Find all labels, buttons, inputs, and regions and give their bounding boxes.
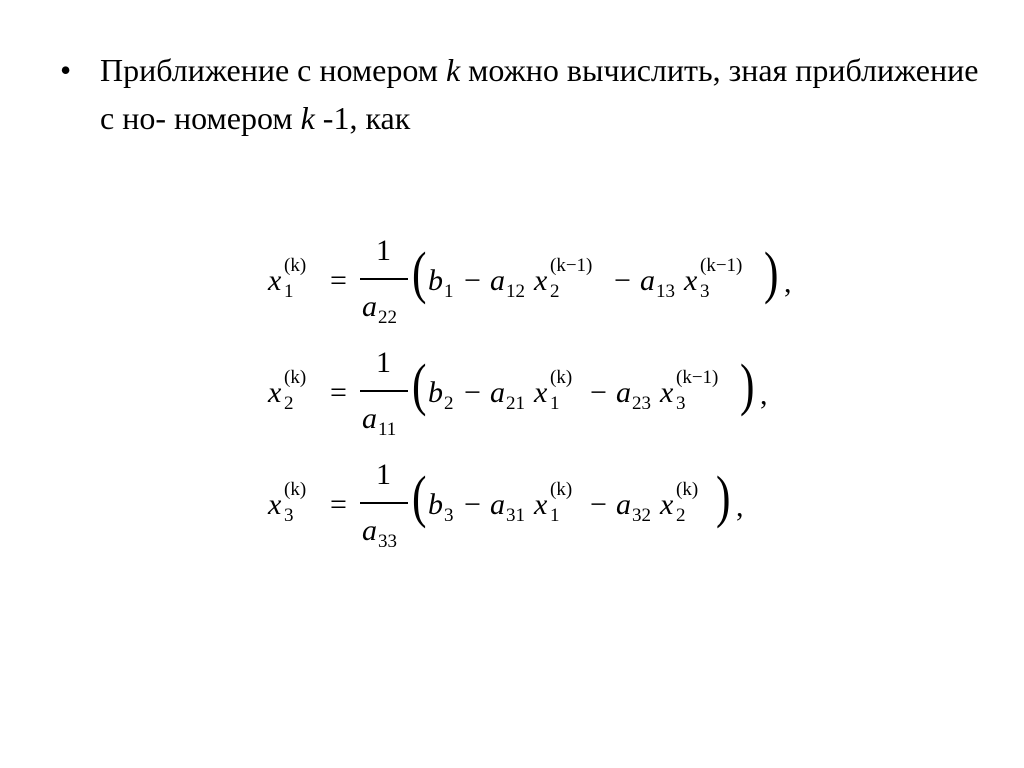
minus-sign: − <box>464 488 481 521</box>
variable-k: k <box>445 52 461 88</box>
bullet-text-part1: Приближение с номером <box>100 52 446 88</box>
minus-sign: − <box>464 264 481 297</box>
term-superscript: (k−1) <box>676 367 719 388</box>
comma: , <box>784 266 792 299</box>
comma: , <box>760 378 768 411</box>
bullet-dot: • <box>60 52 72 88</box>
b-subscript: 1 <box>444 281 454 302</box>
right-paren: ) <box>740 352 755 417</box>
equals-sign: = <box>330 488 347 521</box>
fraction-bar <box>360 390 408 392</box>
b-variable: b <box>428 264 443 297</box>
lhs-subscript: 3 <box>284 505 294 526</box>
term-variable-x: x <box>660 488 674 521</box>
fraction-numerator: 1 <box>376 458 391 491</box>
left-paren: ( <box>412 464 427 529</box>
coefficient-subscript: 12 <box>506 281 525 302</box>
term-subscript: 2 <box>550 281 560 302</box>
coefficient-subscript: 23 <box>632 393 651 414</box>
term-variable-x: x <box>660 376 674 409</box>
left-paren: ( <box>412 240 427 305</box>
term-subscript: 2 <box>676 505 686 526</box>
b-subscript: 3 <box>444 505 454 526</box>
term-variable-x: x <box>534 488 548 521</box>
coefficient-a: a <box>490 264 505 297</box>
equation-3 <box>268 460 758 556</box>
fraction-numerator: 1 <box>376 346 391 379</box>
denominator-subscript: 11 <box>378 419 397 440</box>
fraction-bar <box>360 502 408 504</box>
term-superscript: (k) <box>550 367 573 388</box>
coefficient-subscript: 21 <box>506 393 525 414</box>
coefficient-a: a <box>490 488 505 521</box>
term-variable-x: x <box>534 376 548 409</box>
right-paren: ) <box>716 464 731 529</box>
denominator-variable: a <box>362 514 377 547</box>
lhs-subscript: 1 <box>284 281 294 302</box>
b-variable: b <box>428 488 443 521</box>
b-variable: b <box>428 376 443 409</box>
coefficient-a: a <box>616 488 631 521</box>
term-subscript: 1 <box>550 393 560 414</box>
minus-sign: − <box>614 264 631 297</box>
term-variable-x: x <box>684 264 698 297</box>
term-subscript: 3 <box>700 281 710 302</box>
coefficient-a: a <box>616 376 631 409</box>
variable-k: k <box>300 100 315 136</box>
denominator-variable: a <box>362 290 377 323</box>
coefficient-subscript: 32 <box>632 505 651 526</box>
coefficient-subscript: 13 <box>656 281 675 302</box>
term-superscript: (k) <box>550 479 573 500</box>
term-subscript: 1 <box>550 505 560 526</box>
comma: , <box>736 490 744 523</box>
term-subscript: 3 <box>676 393 686 414</box>
equals-sign: = <box>330 264 347 297</box>
equation-1 <box>268 236 808 332</box>
lhs-variable: x <box>268 376 282 409</box>
denominator-variable: a <box>362 402 377 435</box>
equation-2 <box>268 348 778 444</box>
minus-sign: − <box>590 488 607 521</box>
fraction-numerator: 1 <box>376 234 391 267</box>
lhs-superscript: (k) <box>284 367 307 388</box>
bullet-item <box>60 46 980 142</box>
coefficient-subscript: 31 <box>506 505 525 526</box>
minus-sign: − <box>464 376 481 409</box>
right-paren: ) <box>764 240 779 305</box>
lhs-superscript: (k) <box>284 479 307 500</box>
term-superscript: (k−1) <box>700 255 743 276</box>
term-superscript: (k−1) <box>550 255 593 276</box>
lhs-variable: x <box>268 488 282 521</box>
bullet-text <box>100 46 980 142</box>
lhs-subscript: 2 <box>284 393 294 414</box>
left-paren: ( <box>412 352 427 417</box>
b-subscript: 2 <box>444 393 454 414</box>
coefficient-a: a <box>490 376 505 409</box>
lhs-variable: x <box>268 264 282 297</box>
term-superscript: (k) <box>676 479 699 500</box>
denominator-subscript: 33 <box>378 531 397 552</box>
minus-sign: − <box>590 376 607 409</box>
bullet-text-part3: -1, как <box>314 100 411 136</box>
bullet-text-part2: можно вычислить, зная приближение с но- номером <box>100 52 979 136</box>
coefficient-a: a <box>640 264 655 297</box>
term-variable-x: x <box>534 264 548 297</box>
denominator-subscript: 22 <box>378 307 397 328</box>
lhs-superscript: (k) <box>284 255 307 276</box>
fraction-bar <box>360 278 408 280</box>
equals-sign: = <box>330 376 347 409</box>
